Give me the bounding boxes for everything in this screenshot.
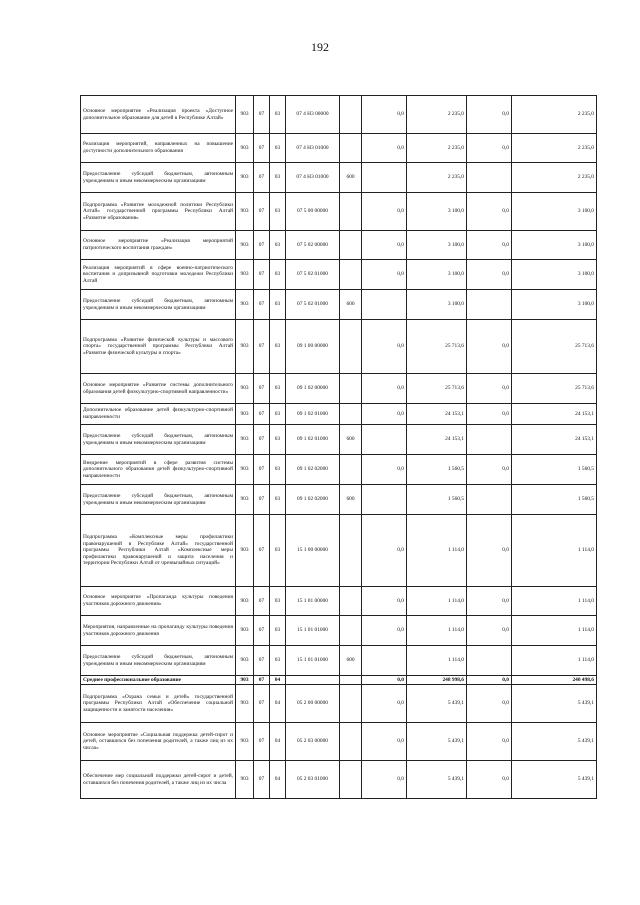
cell-section: 07 (254, 320, 270, 374)
cell-grbs: 903 (236, 163, 254, 193)
cell-grbs: 903 (236, 587, 254, 616)
cell-amount-4: 5 439,1 (512, 723, 597, 761)
cell-grbs: 903 (236, 404, 254, 425)
cell-amount-1: 0,0 (362, 515, 407, 587)
cell-amount-1: 0,0 (362, 404, 407, 425)
cell-subsection: 03 (270, 616, 286, 646)
cell-amount-3: 0,0 (467, 374, 512, 404)
row-name: Подпрограмма «Развитие молодежной политики Республики Алтай» государственной программы Республики Алтай «Развитие образования» (81, 193, 236, 231)
cell-amount-2: 3 100,0 (407, 193, 467, 231)
cell-amount-4: 3 100,0 (512, 260, 597, 290)
cell-section: 07 (254, 425, 270, 455)
budget-table (80, 95, 597, 799)
cell-amount-2: 25 713,6 (407, 374, 467, 404)
cell-target-article: 15 1 01 00000 (286, 587, 340, 616)
cell-expense-type: 600 (340, 646, 362, 676)
cell-amount-2: 1 560,5 (407, 455, 467, 485)
row-name: Предоставление субсидий бюджетным, автономным учреждениям и иным некоммерческим организациям (81, 290, 236, 320)
cell-subsection: 03 (270, 485, 286, 515)
cell-amount-1: 0,0 (362, 260, 407, 290)
cell-target-article: 15 1 01 01000 (286, 646, 340, 676)
cell-section: 07 (254, 231, 270, 260)
cell-amount-3: 0,0 (467, 320, 512, 374)
cell-amount-1: 0,0 (362, 96, 407, 134)
cell-subsection: 03 (270, 374, 286, 404)
cell-section: 07 (254, 485, 270, 515)
cell-target-article (286, 676, 340, 685)
table-row (81, 404, 597, 425)
cell-expense-type (340, 723, 362, 761)
cell-subsection: 04 (270, 685, 286, 723)
table-row (81, 260, 597, 290)
cell-amount-4: 1 114,0 (512, 646, 597, 676)
cell-subsection: 03 (270, 515, 286, 587)
cell-amount-2: 24 153,1 (407, 404, 467, 425)
cell-amount-3: 0,0 (467, 676, 512, 685)
cell-section: 07 (254, 260, 270, 290)
cell-target-article: 05 2 00 00000 (286, 685, 340, 723)
cell-target-article: 07 5 02 00000 (286, 231, 340, 260)
cell-amount-1: 0,0 (362, 676, 407, 685)
cell-amount-2: 5 439,1 (407, 685, 467, 723)
cell-section: 07 (254, 290, 270, 320)
cell-subsection: 03 (270, 290, 286, 320)
table-row (81, 425, 597, 455)
cell-expense-type (340, 685, 362, 723)
cell-amount-1: 0,0 (362, 616, 407, 646)
cell-amount-1: 0,0 (362, 455, 407, 485)
cell-amount-3: 0,0 (467, 260, 512, 290)
row-name: Реализация мероприятий в сфере военно-патриотического воспитания и допризывной подготовки молодежи Республики Алтай (81, 260, 236, 290)
cell-amount-1: 0,0 (362, 587, 407, 616)
cell-subsection: 03 (270, 231, 286, 260)
cell-amount-4: 24 153,1 (512, 404, 597, 425)
row-name: Основное мероприятие «Социальная поддержка детей-сирот и детей, оставшихся без попечения родителей, а также лиц из их числа» (81, 723, 236, 761)
cell-amount-3 (467, 163, 512, 193)
cell-amount-4: 2 235,0 (512, 163, 597, 193)
cell-expense-type (340, 587, 362, 616)
cell-amount-4: 3 100,0 (512, 231, 597, 260)
cell-expense-type (340, 134, 362, 163)
cell-expense-type (340, 761, 362, 799)
cell-grbs: 903 (236, 616, 254, 646)
cell-amount-4: 1 560,5 (512, 485, 597, 515)
table-row (81, 134, 597, 163)
cell-grbs: 903 (236, 193, 254, 231)
cell-amount-4: 2 235,0 (512, 134, 597, 163)
cell-amount-2: 1 114,0 (407, 646, 467, 676)
cell-section: 07 (254, 761, 270, 799)
table-row (81, 761, 597, 799)
cell-subsection: 04 (270, 723, 286, 761)
table-row (81, 587, 597, 616)
cell-amount-1: 0,0 (362, 761, 407, 799)
cell-target-article: 09 1 00 00000 (286, 320, 340, 374)
cell-amount-3 (467, 290, 512, 320)
cell-amount-1: 0,0 (362, 685, 407, 723)
cell-section: 07 (254, 646, 270, 676)
cell-grbs: 903 (236, 231, 254, 260)
cell-amount-1: 0,0 (362, 723, 407, 761)
cell-expense-type (340, 515, 362, 587)
cell-expense-type (340, 96, 362, 134)
table-row (81, 320, 597, 374)
cell-grbs: 903 (236, 290, 254, 320)
cell-amount-2: 1 114,0 (407, 515, 467, 587)
cell-subsection: 03 (270, 96, 286, 134)
cell-section: 07 (254, 374, 270, 404)
cell-amount-3: 0,0 (467, 723, 512, 761)
cell-amount-2: 3 100,0 (407, 290, 467, 320)
cell-target-article: 15 1 00 00000 (286, 515, 340, 587)
cell-amount-1: 0,0 (362, 320, 407, 374)
cell-subsection: 03 (270, 425, 286, 455)
cell-amount-3: 0,0 (467, 761, 512, 799)
cell-amount-3: 0,0 (467, 515, 512, 587)
cell-amount-1 (362, 290, 407, 320)
cell-target-article: 07 5 02 01000 (286, 290, 340, 320)
table-row (81, 163, 597, 193)
cell-grbs: 903 (236, 676, 254, 685)
cell-target-article: 09 1 02 00000 (286, 374, 340, 404)
cell-grbs: 903 (236, 515, 254, 587)
row-name: Основное мероприятие «Реализация проекта «Доступное дополнительное образование для детей в Республике Алтай» (81, 96, 236, 134)
cell-amount-2: 1 114,0 (407, 587, 467, 616)
cell-amount-3: 0,0 (467, 231, 512, 260)
cell-amount-3: 0,0 (467, 685, 512, 723)
cell-amount-1: 0,0 (362, 134, 407, 163)
table-row (81, 616, 597, 646)
cell-amount-3: 0,0 (467, 455, 512, 485)
row-name: Мероприятия, направленные на пропаганду культуры поведения участников дорожного движения (81, 616, 236, 646)
cell-amount-1: 0,0 (362, 374, 407, 404)
cell-amount-4: 1 560,5 (512, 455, 597, 485)
row-name: Предоставление субсидий бюджетным, автономным учреждениям и иным некоммерческим организациям (81, 646, 236, 676)
cell-section: 07 (254, 455, 270, 485)
cell-expense-type (340, 616, 362, 646)
cell-section: 07 (254, 676, 270, 685)
cell-amount-4: 1 114,0 (512, 515, 597, 587)
cell-subsection: 03 (270, 587, 286, 616)
cell-amount-2: 2 235,0 (407, 96, 467, 134)
cell-grbs: 903 (236, 260, 254, 290)
cell-section: 07 (254, 96, 270, 134)
row-name: Подпрограмма «Комплексные меры профилактики правонарушений в Республике Алтай» государственной программы Республики Алтай «Комплексные меры профилактики правонарушений и защита населения и территории Республики Алтай от чрезвычайных ситуаций» (81, 515, 236, 587)
cell-amount-2: 24 153,1 (407, 425, 467, 455)
cell-expense-type (340, 374, 362, 404)
cell-amount-4: 2 235,0 (512, 96, 597, 134)
cell-amount-3: 0,0 (467, 193, 512, 231)
cell-amount-1 (362, 163, 407, 193)
cell-amount-3: 0,0 (467, 134, 512, 163)
row-name: Предоставление субсидий бюджетным, автономным учреждениям и иным некоммерческим организациям (81, 163, 236, 193)
cell-target-article: 05 2 03 00000 (286, 723, 340, 761)
cell-target-article: 07 4 Н3 00000 (286, 96, 340, 134)
cell-target-article: 07 5 00 00000 (286, 193, 340, 231)
row-name: Подпрограмма «Развитие физической культуры и массового спорта» государственной программы Республики Алтай «Развитие физической культуры и спорта» (81, 320, 236, 374)
table-row (81, 676, 597, 685)
cell-expense-type (340, 404, 362, 425)
table-row (81, 723, 597, 761)
cell-amount-4: 5 439,1 (512, 685, 597, 723)
row-name: Подпрограмма «Охрана семьи и детей» государственной программы Республики Алтай «Обеспечение социальной защищенности и занятости населения» (81, 685, 236, 723)
cell-subsection: 03 (270, 260, 286, 290)
cell-amount-2: 1 114,0 (407, 616, 467, 646)
row-name: Основное мероприятие «Пропаганда культуры поведения участников дорожного движения» (81, 587, 236, 616)
cell-amount-4: 1 114,0 (512, 616, 597, 646)
cell-amount-1: 0,0 (362, 193, 407, 231)
cell-expense-type: 600 (340, 485, 362, 515)
row-name: Реализация мероприятий, направленных на повышение доступности дополнительного образования (81, 134, 236, 163)
table-row (81, 290, 597, 320)
cell-amount-1 (362, 485, 407, 515)
cell-section: 07 (254, 163, 270, 193)
cell-section: 07 (254, 587, 270, 616)
cell-amount-3: 0,0 (467, 96, 512, 134)
cell-target-article: 05 2 03 01000 (286, 761, 340, 799)
cell-expense-type (340, 193, 362, 231)
table-row (81, 193, 597, 231)
cell-grbs: 903 (236, 685, 254, 723)
cell-expense-type: 600 (340, 163, 362, 193)
cell-subsection: 03 (270, 455, 286, 485)
cell-target-article: 07 5 02 01000 (286, 260, 340, 290)
cell-target-article: 07 4 Н3 01000 (286, 134, 340, 163)
cell-amount-3 (467, 485, 512, 515)
row-name: Предоставление субсидий бюджетным, автономным учреждениям и иным некоммерческим организациям (81, 485, 236, 515)
cell-section: 07 (254, 685, 270, 723)
cell-expense-type: 600 (340, 290, 362, 320)
table-row (81, 455, 597, 485)
cell-target-article: 09 1 02 02000 (286, 455, 340, 485)
cell-amount-3 (467, 646, 512, 676)
cell-expense-type (340, 320, 362, 374)
cell-section: 07 (254, 616, 270, 646)
row-name: Внедрение мероприятий в сфере развития системы дополнительного образования детей физкультурно-спортивной направленности (81, 455, 236, 485)
table-row (81, 96, 597, 134)
row-name: Предоставление субсидий бюджетным, автономным учреждениям и иным некоммерческим организациям (81, 425, 236, 455)
cell-subsection: 03 (270, 193, 286, 231)
cell-amount-4: 1 114,0 (512, 587, 597, 616)
table-row (81, 485, 597, 515)
cell-amount-2: 248 998,6 (407, 676, 467, 685)
cell-target-article: 15 1 01 01000 (286, 616, 340, 646)
row-name: Обеспечение мер социальной поддержки детей-сирот и детей, оставшихся без попечения родителей, а также лиц из их числа (81, 761, 236, 799)
cell-grbs: 903 (236, 96, 254, 134)
cell-section: 07 (254, 723, 270, 761)
cell-amount-4: 5 439,1 (512, 761, 597, 799)
cell-target-article: 07 4 Н3 01000 (286, 163, 340, 193)
cell-amount-2: 3 100,0 (407, 260, 467, 290)
cell-amount-2: 5 439,1 (407, 723, 467, 761)
cell-amount-2: 1 560,5 (407, 485, 467, 515)
table-row (81, 231, 597, 260)
cell-target-article: 09 1 02 01000 (286, 404, 340, 425)
row-name: Дополнительное образование детей физкультурно-спортивной направленности (81, 404, 236, 425)
cell-amount-1 (362, 646, 407, 676)
cell-section: 07 (254, 515, 270, 587)
page-number: 192 (311, 40, 329, 54)
row-name: Основное мероприятие «Реализация мероприятий патриотического воспитания граждан» (81, 231, 236, 260)
cell-subsection: 03 (270, 646, 286, 676)
cell-subsection: 03 (270, 404, 286, 425)
cell-subsection: 04 (270, 761, 286, 799)
cell-grbs: 903 (236, 761, 254, 799)
cell-subsection: 04 (270, 676, 286, 685)
cell-amount-1 (362, 425, 407, 455)
cell-amount-3 (467, 425, 512, 455)
cell-section: 07 (254, 404, 270, 425)
cell-amount-4: 25 713,6 (512, 374, 597, 404)
cell-amount-1: 0,0 (362, 231, 407, 260)
table-row (81, 685, 597, 723)
cell-amount-2: 2 235,0 (407, 134, 467, 163)
cell-subsection: 03 (270, 163, 286, 193)
cell-grbs: 903 (236, 320, 254, 374)
table-row (81, 646, 597, 676)
cell-grbs: 903 (236, 134, 254, 163)
cell-amount-4: 25 713,6 (512, 320, 597, 374)
cell-expense-type (340, 260, 362, 290)
cell-amount-4: 24 153,1 (512, 425, 597, 455)
cell-amount-3: 0,0 (467, 404, 512, 425)
cell-amount-4: 240 498,6 (512, 676, 597, 685)
cell-section: 07 (254, 134, 270, 163)
cell-amount-2: 3 100,0 (407, 231, 467, 260)
cell-subsection: 03 (270, 320, 286, 374)
cell-amount-2: 5 439,1 (407, 761, 467, 799)
cell-amount-3: 0,0 (467, 616, 512, 646)
row-name: Основное мероприятие «Развитие системы дополнительного образования детей физкультурно-спортивной направленности» (81, 374, 236, 404)
table-row (81, 515, 597, 587)
cell-amount-4: 3 100,0 (512, 290, 597, 320)
cell-expense-type (340, 455, 362, 485)
cell-grbs: 903 (236, 455, 254, 485)
cell-target-article: 09 1 02 01000 (286, 425, 340, 455)
cell-grbs: 903 (236, 485, 254, 515)
cell-grbs: 903 (236, 374, 254, 404)
table-row (81, 374, 597, 404)
cell-amount-4: 3 100,0 (512, 193, 597, 231)
cell-subsection: 03 (270, 134, 286, 163)
cell-grbs: 903 (236, 646, 254, 676)
row-name: Среднее профессиональное образование (81, 676, 236, 685)
cell-expense-type (340, 231, 362, 260)
cell-grbs: 903 (236, 723, 254, 761)
cell-expense-type: 600 (340, 425, 362, 455)
cell-amount-3: 0,0 (467, 587, 512, 616)
cell-section: 07 (254, 193, 270, 231)
cell-expense-type (340, 676, 362, 685)
cell-target-article: 09 1 02 02000 (286, 485, 340, 515)
cell-amount-2: 2 235,0 (407, 163, 467, 193)
cell-amount-2: 25 713,6 (407, 320, 467, 374)
cell-grbs: 903 (236, 425, 254, 455)
